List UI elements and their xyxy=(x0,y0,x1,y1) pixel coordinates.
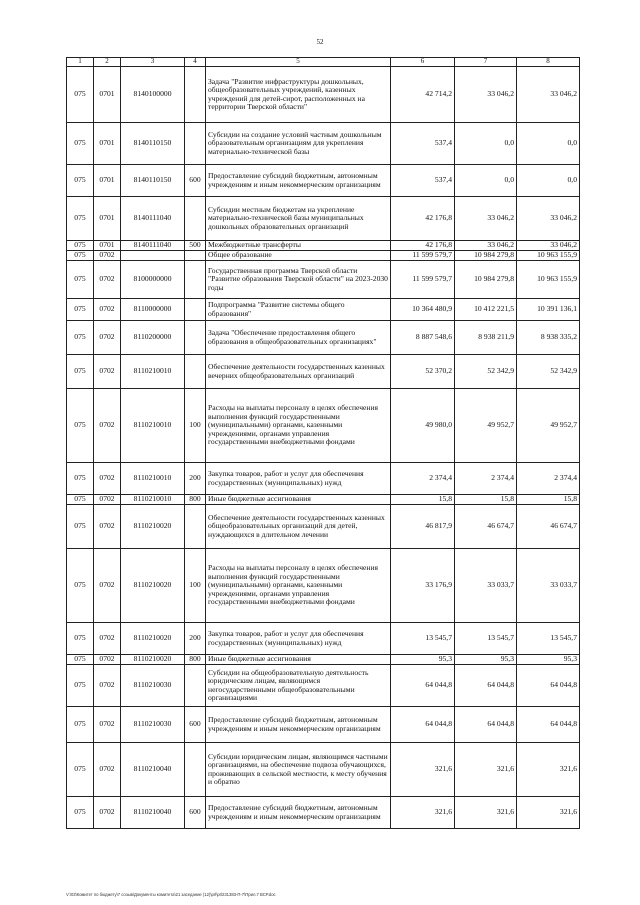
description-cell: Подпрограмма "Развитие системы общего образования" xyxy=(206,299,391,321)
page-number: 52 xyxy=(316,38,324,46)
expense-type-cell xyxy=(185,299,206,321)
admin-code-cell: 075 xyxy=(67,197,94,241)
section-code-cell: 0702 xyxy=(94,261,121,299)
amount-year1-cell: 64 044,8 xyxy=(391,665,455,707)
amount-year3-cell: 33 033,7 xyxy=(517,549,580,623)
amount-year2-cell: 321,6 xyxy=(455,797,517,829)
target-article-cell: 8110210030 xyxy=(121,707,185,743)
admin-code-cell: 075 xyxy=(67,355,94,389)
amount-year2-cell: 0,0 xyxy=(455,123,517,165)
amount-year2-cell: 10 984 279,8 xyxy=(455,261,517,299)
section-code-cell: 0702 xyxy=(94,743,121,797)
section-code-cell: 0702 xyxy=(94,665,121,707)
amount-year1-cell: 42 714,2 xyxy=(391,67,455,123)
admin-code-cell: 075 xyxy=(67,165,94,197)
expense-type-cell: 100 xyxy=(185,389,206,463)
amount-year3-cell: 95,3 xyxy=(517,655,580,665)
amount-year1-cell: 33 176,9 xyxy=(391,549,455,623)
expense-type-cell xyxy=(185,355,206,389)
amount-year1-cell: 42 176,8 xyxy=(391,197,455,241)
admin-code-cell: 075 xyxy=(67,299,94,321)
column-header: 4 xyxy=(185,58,206,67)
description-cell: Задача "Развитие инфраструктуры дошкольных, общеобразовательных учреждений, казенных учреждений для детей-сирот, расположенных на территории Тверской области" xyxy=(206,67,391,123)
description-cell: Расходы на выплаты персоналу в целях обеспечения выполнения функций государственными (муниципальными) органами, казенными учреждениями, органами управления государственными внебюджетными фондами xyxy=(206,549,391,623)
target-article-cell: 8140110150 xyxy=(121,165,185,197)
admin-code-cell: 075 xyxy=(67,707,94,743)
target-article-cell: 8140111040 xyxy=(121,241,185,251)
description-cell: Предоставление субсидий бюджетным, автономным учреждениям и иным некоммерческим организациям xyxy=(206,707,391,743)
target-article-cell: 8140110150 xyxy=(121,123,185,165)
section-code-cell: 0702 xyxy=(94,797,121,829)
section-code-cell: 0701 xyxy=(94,197,121,241)
expense-type-cell xyxy=(185,665,206,707)
amount-year2-cell: 64 044,8 xyxy=(455,665,517,707)
table-row xyxy=(67,321,580,355)
description-cell: Иные бюджетные ассигнования xyxy=(206,655,391,665)
description-cell: Государственная программа Тверской области "Развитие образования Тверской области" на 2023-2030 годы xyxy=(206,261,391,299)
amount-year1-cell: 52 370,2 xyxy=(391,355,455,389)
amount-year1-cell: 11 599 579,7 xyxy=(391,251,455,261)
expense-type-cell xyxy=(185,251,206,261)
amount-year1-cell: 64 044,8 xyxy=(391,707,455,743)
amount-year3-cell: 10 391 136,1 xyxy=(517,299,580,321)
expense-type-cell: 800 xyxy=(185,655,206,665)
table-row xyxy=(67,123,580,165)
expense-type-cell xyxy=(185,505,206,549)
amount-year3-cell: 0,0 xyxy=(517,123,580,165)
section-code-cell: 0702 xyxy=(94,299,121,321)
column-header: 3 xyxy=(121,58,185,67)
amount-year3-cell: 10 963 155,9 xyxy=(517,251,580,261)
table-row xyxy=(67,505,580,549)
amount-year1-cell: 537,4 xyxy=(391,165,455,197)
expense-type-cell: 600 xyxy=(185,165,206,197)
description-cell: Межбюджетные трансферты xyxy=(206,241,391,251)
description-cell: Предоставление субсидий бюджетным, автономным учреждениям и иным некоммерческим организациям xyxy=(206,797,391,829)
table-row xyxy=(67,241,580,251)
target-article-cell: 8110210010 xyxy=(121,463,185,495)
target-article-cell xyxy=(121,251,185,261)
header-row xyxy=(67,58,580,67)
expense-type-cell: 200 xyxy=(185,463,206,495)
target-article-cell: 8110210010 xyxy=(121,495,185,505)
column-header: 7 xyxy=(455,58,517,67)
amount-year2-cell: 33 046,2 xyxy=(455,67,517,123)
amount-year1-cell: 10 364 480,9 xyxy=(391,299,455,321)
table-row xyxy=(67,797,580,829)
amount-year2-cell: 46 674,7 xyxy=(455,505,517,549)
expense-type-cell xyxy=(185,123,206,165)
description-cell: Предоставление субсидий бюджетным, автономным учреждениям и иным некоммерческим организациям xyxy=(206,165,391,197)
expense-type-cell xyxy=(185,743,206,797)
budget-table xyxy=(66,57,580,829)
table-row xyxy=(67,655,580,665)
target-article-cell: 8110210020 xyxy=(121,655,185,665)
amount-year1-cell: 537,4 xyxy=(391,123,455,165)
amount-year1-cell: 46 817,9 xyxy=(391,505,455,549)
description-cell: Субсидии на создание условий частным дошкольным образовательным организациям для укрепления материально-технической базы xyxy=(206,123,391,165)
amount-year1-cell: 2 374,4 xyxy=(391,463,455,495)
table-row xyxy=(67,355,580,389)
table-row xyxy=(67,299,580,321)
expense-type-cell xyxy=(185,321,206,355)
section-code-cell: 0702 xyxy=(94,355,121,389)
admin-code-cell: 075 xyxy=(67,463,94,495)
table-row xyxy=(67,251,580,261)
amount-year3-cell: 33 046,2 xyxy=(517,67,580,123)
target-article-cell: 8110210010 xyxy=(121,355,185,389)
description-cell: Субсидии местным бюджетам на укрепление материально-технической базы муниципальных дошкольных образовательных организаций xyxy=(206,197,391,241)
table-row xyxy=(67,261,580,299)
expense-type-cell: 200 xyxy=(185,623,206,655)
section-code-cell: 0702 xyxy=(94,505,121,549)
column-header: 8 xyxy=(517,58,580,67)
amount-year2-cell: 33 033,7 xyxy=(455,549,517,623)
section-code-cell: 0702 xyxy=(94,463,121,495)
amount-year2-cell: 52 342,9 xyxy=(455,355,517,389)
amount-year1-cell: 42 176,8 xyxy=(391,241,455,251)
admin-code-cell: 075 xyxy=(67,655,94,665)
admin-code-cell: 075 xyxy=(67,797,94,829)
amount-year3-cell: 321,6 xyxy=(517,797,580,829)
amount-year1-cell: 8 887 548,6 xyxy=(391,321,455,355)
table-row xyxy=(67,389,580,463)
section-code-cell: 0702 xyxy=(94,321,121,355)
expense-type-cell xyxy=(185,261,206,299)
amount-year1-cell: 95,3 xyxy=(391,655,455,665)
target-article-cell: 8140100000 xyxy=(121,67,185,123)
table-row xyxy=(67,707,580,743)
amount-year1-cell: 321,6 xyxy=(391,743,455,797)
admin-code-cell: 075 xyxy=(67,67,94,123)
admin-code-cell: 075 xyxy=(67,665,94,707)
admin-code-cell: 075 xyxy=(67,123,94,165)
column-header: 5 xyxy=(206,58,391,67)
amount-year3-cell: 8 938 335,2 xyxy=(517,321,580,355)
amount-year1-cell: 15,8 xyxy=(391,495,455,505)
expense-type-cell: 500 xyxy=(185,241,206,251)
target-article-cell: 8110210020 xyxy=(121,623,185,655)
expense-type-cell: 600 xyxy=(185,707,206,743)
amount-year3-cell: 10 963 155,9 xyxy=(517,261,580,299)
expense-type-cell: 100 xyxy=(185,549,206,623)
section-code-cell: 0702 xyxy=(94,549,121,623)
admin-code-cell: 075 xyxy=(67,505,94,549)
target-article-cell: 8110210020 xyxy=(121,549,185,623)
section-code-cell: 0702 xyxy=(94,655,121,665)
amount-year3-cell: 0,0 xyxy=(517,165,580,197)
amount-year1-cell: 49 980,0 xyxy=(391,389,455,463)
column-header: 1 xyxy=(67,58,94,67)
admin-code-cell: 075 xyxy=(67,251,94,261)
section-code-cell: 0701 xyxy=(94,67,121,123)
target-article-cell: 8110210040 xyxy=(121,743,185,797)
table-row xyxy=(67,67,580,123)
expense-type-cell xyxy=(185,67,206,123)
amount-year3-cell: 33 046,2 xyxy=(517,197,580,241)
table-row xyxy=(67,665,580,707)
description-cell: Общее образование xyxy=(206,251,391,261)
admin-code-cell: 075 xyxy=(67,241,94,251)
amount-year3-cell: 15,8 xyxy=(517,495,580,505)
target-article-cell: 8110000000 xyxy=(121,299,185,321)
amount-year2-cell: 321,6 xyxy=(455,743,517,797)
admin-code-cell: 075 xyxy=(67,743,94,797)
section-code-cell: 0702 xyxy=(94,623,121,655)
admin-code-cell: 075 xyxy=(67,321,94,355)
expense-type-cell: 600 xyxy=(185,797,206,829)
amount-year3-cell: 2 374,4 xyxy=(517,463,580,495)
table-body xyxy=(67,67,580,829)
description-cell: Обеспечение деятельности государственных казенных вечерних общеобразовательных организаций xyxy=(206,355,391,389)
section-code-cell: 0701 xyxy=(94,165,121,197)
expense-type-cell xyxy=(185,197,206,241)
amount-year2-cell: 95,3 xyxy=(455,655,517,665)
amount-year2-cell: 33 046,2 xyxy=(455,197,517,241)
amount-year3-cell: 49 952,7 xyxy=(517,389,580,463)
section-code-cell: 0701 xyxy=(94,241,121,251)
amount-year1-cell: 13 545,7 xyxy=(391,623,455,655)
amount-year2-cell: 10 984 279,8 xyxy=(455,251,517,261)
amount-year1-cell: 321,6 xyxy=(391,797,455,829)
amount-year2-cell: 33 046,2 xyxy=(455,241,517,251)
admin-code-cell: 075 xyxy=(67,623,94,655)
description-cell: Обеспечение деятельности государственных казенных общеобразовательных организаций для детей, нуждающихся в длительном лечении xyxy=(206,505,391,549)
file-path-footer: V:\03\Комитет по бюджету\7 созыв\Документы комитета\21 заседание (12)\prl\prl231383-П-7\Прил.7 ВСР.doc xyxy=(66,892,276,897)
amount-year2-cell: 49 952,7 xyxy=(455,389,517,463)
amount-year2-cell: 8 938 211,9 xyxy=(455,321,517,355)
table-row xyxy=(67,197,580,241)
description-cell: Закупка товаров, работ и услуг для обеспечения государственных (муниципальных) нужд xyxy=(206,463,391,495)
amount-year1-cell: 11 599 579,7 xyxy=(391,261,455,299)
admin-code-cell: 075 xyxy=(67,549,94,623)
table-row xyxy=(67,549,580,623)
target-article-cell: 8110210020 xyxy=(121,505,185,549)
amount-year3-cell: 52 342,9 xyxy=(517,355,580,389)
column-header: 2 xyxy=(94,58,121,67)
target-article-cell: 8140111040 xyxy=(121,197,185,241)
table-row xyxy=(67,743,580,797)
section-code-cell: 0702 xyxy=(94,707,121,743)
amount-year3-cell: 13 545,7 xyxy=(517,623,580,655)
target-article-cell: 8110210040 xyxy=(121,797,185,829)
amount-year3-cell: 64 044,8 xyxy=(517,707,580,743)
amount-year3-cell: 64 044,8 xyxy=(517,665,580,707)
admin-code-cell: 075 xyxy=(67,495,94,505)
amount-year2-cell: 2 374,4 xyxy=(455,463,517,495)
column-header: 6 xyxy=(391,58,455,67)
description-cell: Расходы на выплаты персоналу в целях обеспечения выполнения функций государственными (муниципальными) органами, казенными учреждениями, органами управления государственными внебюджетными фондами xyxy=(206,389,391,463)
description-cell: Иные бюджетные ассигнования xyxy=(206,495,391,505)
table-row xyxy=(67,623,580,655)
amount-year2-cell: 10 412 221,5 xyxy=(455,299,517,321)
amount-year3-cell: 321,6 xyxy=(517,743,580,797)
admin-code-cell: 075 xyxy=(67,261,94,299)
table-row xyxy=(67,463,580,495)
admin-code-cell: 075 xyxy=(67,389,94,463)
section-code-cell: 0702 xyxy=(94,389,121,463)
target-article-cell: 8110210030 xyxy=(121,665,185,707)
amount-year2-cell: 0,0 xyxy=(455,165,517,197)
amount-year2-cell: 15,8 xyxy=(455,495,517,505)
target-article-cell: 8110210010 xyxy=(121,389,185,463)
table-row xyxy=(67,495,580,505)
section-code-cell: 0701 xyxy=(94,123,121,165)
description-cell: Задача "Обеспечение предоставления общего образования в общеобразовательных организациях" xyxy=(206,321,391,355)
amount-year3-cell: 46 674,7 xyxy=(517,505,580,549)
description-cell: Субсидии на общеобразовательную деятельность юридическим лицам, являющимся негосударственными общеобразовательными организациями xyxy=(206,665,391,707)
amount-year3-cell: 33 046,2 xyxy=(517,241,580,251)
amount-year2-cell: 64 044,8 xyxy=(455,707,517,743)
expense-type-cell: 800 xyxy=(185,495,206,505)
section-code-cell: 0702 xyxy=(94,495,121,505)
description-cell: Субсидии юридическим лицам, являющимся частными организациями, на обеспечение подвоза обучающихся, проживающих в сельской местности, к месту обучения и обратно xyxy=(206,743,391,797)
table-row xyxy=(67,165,580,197)
target-article-cell: 8100000000 xyxy=(121,261,185,299)
target-article-cell: 8110200000 xyxy=(121,321,185,355)
amount-year2-cell: 13 545,7 xyxy=(455,623,517,655)
section-code-cell: 0702 xyxy=(94,251,121,261)
description-cell: Закупка товаров, работ и услуг для обеспечения государственных (муниципальных) нужд xyxy=(206,623,391,655)
